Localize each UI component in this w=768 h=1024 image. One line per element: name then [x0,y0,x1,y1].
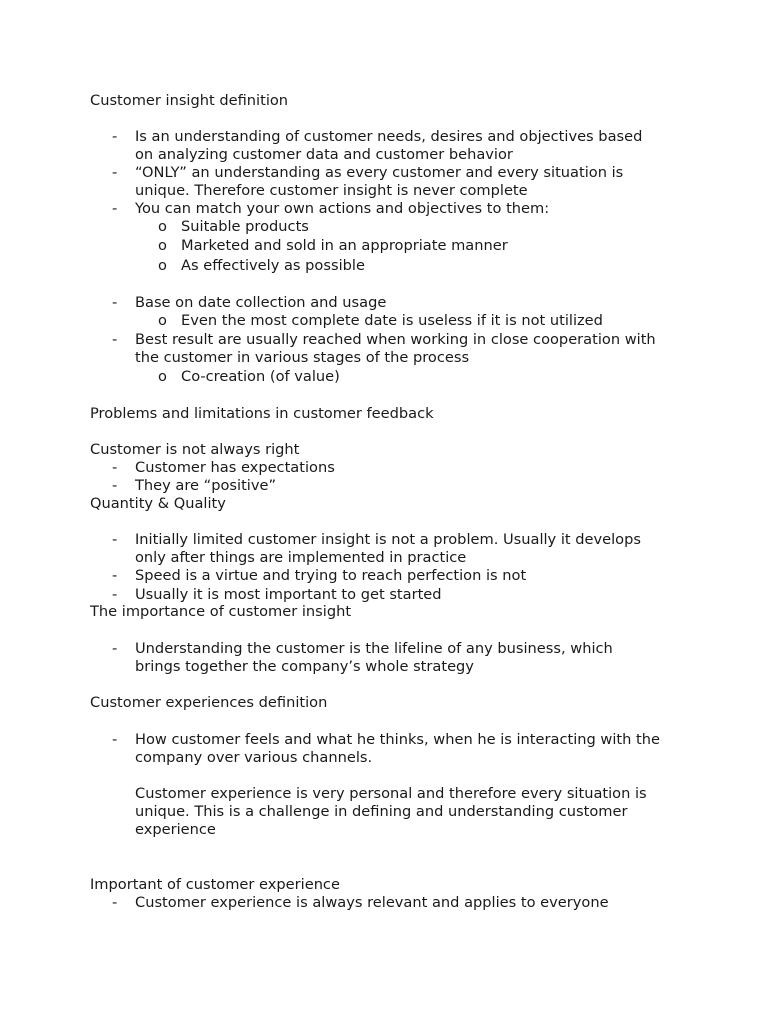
bullet-dash: - [112,294,118,311]
sub-bullet-marker: o [158,368,167,385]
sub-bullet-marker: o [158,237,167,254]
bullet-text: How customer feels and what he thinks, when he is interacting with the [135,731,660,748]
bullet-dash: - [112,894,118,911]
bullet-text: Understanding the customer is the lifeline of any business, which [135,640,613,657]
sub-bullet-text: Co-creation (of value) [181,368,340,385]
bullet-dash: - [112,459,118,476]
section-heading-problems-and-limitations: Problems and limitations in customer feedback [90,405,434,422]
bullet-text: Base on date collection and usage [135,294,387,311]
bullet-text-continued: company over various channels. [135,749,373,766]
bullet-text: Customer experience is always relevant and applies to everyone [135,894,609,911]
bullet-dash: - [112,331,118,348]
section-heading-customer-insight-definition: Customer insight definition [90,92,289,109]
bullet-dash: - [112,200,118,217]
bullet-text: You can match your own actions and objectives to them: [135,200,550,217]
bullet-dash: - [112,531,118,548]
bullet-text: Speed is a virtue and trying to reach perfection is not [135,567,527,584]
bullet-text: Customer has expectations [135,459,335,476]
paragraph-text: experience [135,821,216,838]
sub-bullet-text: Suitable products [181,218,309,235]
bullet-text-continued: the customer in various stages of the process [135,349,470,366]
bullet-text: Best result are usually reached when working in close cooperation with [135,331,656,348]
bullet-text-continued: unique. Therefore customer insight is never complete [135,182,528,199]
section-heading-customer-not-always-right: Customer is not always right [90,441,300,458]
bullet-dash: - [112,586,118,603]
section-heading-quantity-and-quality: Quantity & Quality [90,495,226,512]
sub-bullet-text: Even the most complete date is useless if it is not utilized [181,312,603,329]
bullet-text: They are “positive” [135,477,277,494]
bullet-text-continued: brings together the company’s whole strategy [135,658,474,675]
section-heading-important-of-customer-experience: Important of customer experience [90,876,340,893]
bullet-dash: - [112,128,118,145]
bullet-text-continued: only after things are implemented in practice [135,549,467,566]
bullet-text: “ONLY” an understanding as every customer and every situation is [135,164,624,181]
bullet-dash: - [112,731,118,748]
sub-bullet-text: As effectively as possible [181,257,365,274]
bullet-dash: - [112,164,118,181]
sub-bullet-marker: o [158,218,167,235]
paragraph-text: unique. This is a challenge in defining and understanding customer [135,803,628,820]
bullet-text: Initially limited customer insight is not a problem. Usually it develops [135,531,641,548]
bullet-dash: - [112,477,118,494]
bullet-dash: - [112,567,118,584]
sub-bullet-text: Marketed and sold in an appropriate manner [181,237,508,254]
bullet-text: Usually it is most important to get started [135,586,442,603]
sub-bullet-marker: o [158,312,167,329]
bullet-text-continued: on analyzing customer data and customer behavior [135,146,513,163]
paragraph-text: Customer experience is very personal and therefore every situation is [135,785,647,802]
section-heading-importance-of-customer-insight: The importance of customer insight [90,603,352,620]
sub-bullet-marker: o [158,257,167,274]
bullet-dash: - [112,640,118,657]
bullet-text: Is an understanding of customer needs, desires and objectives based [135,128,643,145]
section-heading-customer-experiences-definition: Customer experiences definition [90,694,328,711]
